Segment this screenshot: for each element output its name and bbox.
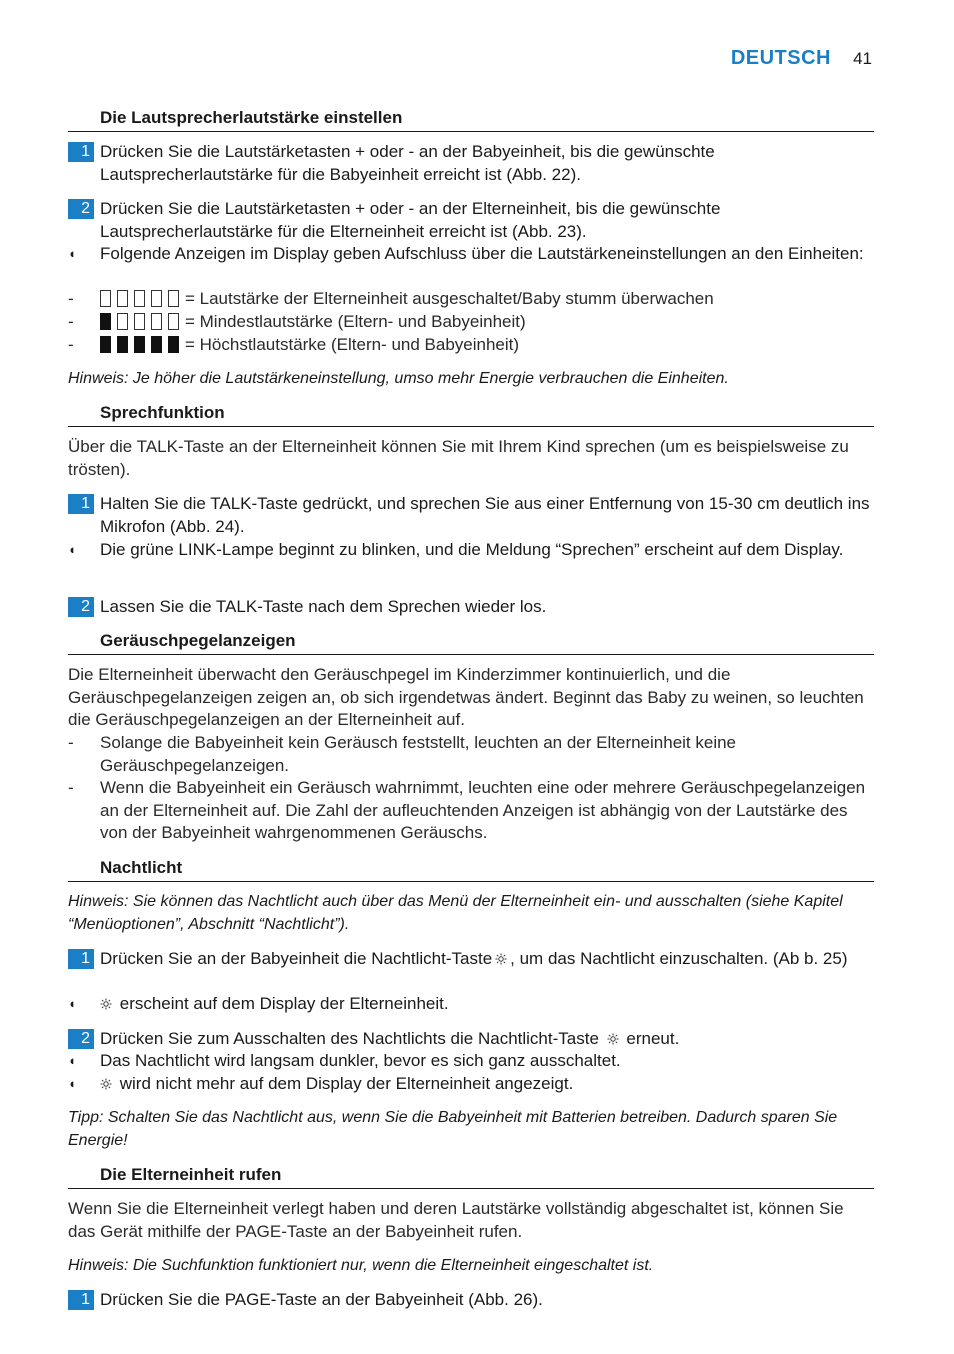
section-noise-indicators <box>68 630 874 655</box>
volume-bar <box>100 290 111 307</box>
step-number-badge: 2 <box>68 1029 94 1049</box>
volume-bar <box>134 313 145 330</box>
volume-level-text: = Höchstlautstärke (Eltern- und Babyeinheit) <box>185 335 520 354</box>
language-label: DEUTSCH <box>730 47 831 69</box>
step-text: Drücken Sie an der Babyeinheit die Nachtlicht-Taste , um das Nachtlicht einzuschalten. (Ab b. 25) <box>100 949 848 968</box>
step-text: Lassen Sie die TALK-Taste nach dem Sprechen wieder los. <box>100 597 547 616</box>
section-night-light <box>68 857 874 882</box>
arrow-marker-icon: ◖ <box>68 1075 76 1091</box>
step-text: Drücken Sie die Lautstärketasten + oder - an der Elterneinheit, bis die gewünschte Lautsprecherlautstärke für die Elterneinheit erreicht ist (Abb. 23). <box>100 199 721 241</box>
step-number-badge: 1 <box>68 142 94 162</box>
result-text: Folgende Anzeigen im Display geben Aufschluss über die Lautstärkeneinstellungen an den Einheiten: <box>100 244 864 263</box>
sun-icon <box>495 953 507 965</box>
step-text: Drücken Sie die PAGE-Taste an der Babyeinheit (Abb. 26). <box>100 1290 543 1309</box>
sun-icon <box>607 1033 619 1045</box>
volume-bar <box>168 336 179 353</box>
volume-bar <box>100 336 111 353</box>
noise-intro: Die Elterneinheit überwacht den Geräuschpegel im Kinderzimmer kontinuierlich, und die Geräuschpegelanzeigen zeigen an, ob sich irgendetwas ändert. Beginnt das Baby zu weinen, so leuchten die Geräuschpegelanzeigen an der Elterneinheit auf. <box>68 665 864 729</box>
volume-bars-icon <box>100 290 179 307</box>
volume-level-text: = Lautstärke der Elterneinheit ausgeschaltet/Baby stumm überwachen <box>185 289 714 308</box>
step-number-badge: 2 <box>68 199 94 219</box>
page-number: 41 <box>853 49 872 68</box>
step-2 <box>68 596 874 619</box>
arrow-marker-icon: ◖ <box>68 246 76 261</box>
noise-bullets <box>68 732 874 845</box>
volume-bar <box>117 313 128 330</box>
step-text: Drücken Sie zum Ausschalten des Nachtlichts die Nachtlicht-Taste erneut. <box>100 1029 680 1048</box>
step-1 <box>68 493 874 538</box>
arrow-marker-icon: ◖ <box>68 1053 76 1068</box>
volume-level-row: - = Höchstlautstärke (Eltern- und Babyeinheit) <box>68 335 520 354</box>
volume-level-row: - = Mindestlautstärke (Eltern- und Babyeinheit) <box>68 312 526 331</box>
volume-level-text: = Mindestlautstärke (Eltern- und Babyeinheit) <box>185 312 526 331</box>
section-title: Die Elterneinheit rufen <box>68 1164 874 1189</box>
volume-bar <box>134 290 145 307</box>
result-display-indicators <box>68 243 874 266</box>
step-2 <box>68 198 874 243</box>
volume-bar <box>100 313 111 330</box>
section-talk-function <box>68 402 874 427</box>
result-text: erscheint auf dem Display der Elterneinheit. <box>100 993 449 1016</box>
note-night-light-menu: Hinweis: Sie können das Nachtlicht auch über das Menü der Elterneinheit ein- und ausschalten (siehe Kapitel “Menüoptionen”, Abschnitt “Nachtlicht”). <box>68 893 843 933</box>
arrow-marker-icon: ◖ <box>68 996 76 1011</box>
sun-icon <box>100 998 112 1010</box>
talk-intro: Über die TALK-Taste an der Elterneinheit können Sie mit Ihrem Kind sprechen (um es beispielsweise zu trösten). <box>68 437 849 479</box>
step-text: Drücken Sie die Lautstärketasten + oder - an der Babyeinheit, bis die gewünschte Lautsprecherlautstärke für die Babyeinheit erreicht ist (Abb. 22). <box>100 142 715 184</box>
volume-bar <box>151 313 162 330</box>
step-1 <box>68 141 874 186</box>
step-2 <box>68 1028 874 1051</box>
volume-bar <box>168 313 179 330</box>
volume-level-row: - = Lautstärke der Elterneinheit ausgeschaltet/Baby stumm überwachen <box>68 289 714 308</box>
paging-intro: Wenn Sie die Elterneinheit verlegt haben und deren Lautstärke vollständig abgeschaltet ist, können Sie das Gerät mithilfe der PAGE-Taste an der Babyeinheit rufen. <box>68 1199 844 1241</box>
result-link-lamp <box>68 539 874 562</box>
step-number-badge: 1 <box>68 494 94 514</box>
section-title: Nachtlicht <box>68 857 874 882</box>
list-item: - Solange die Babyeinheit kein Geräusch feststellt, leuchten an der Elterneinheit keine Geräuschpegelanzeigen. <box>68 733 737 775</box>
section-title: Sprechfunktion <box>68 402 874 427</box>
volume-bar <box>117 290 128 307</box>
result-text: Die grüne LINK-Lampe beginnt zu blinken, und die Meldung “Sprechen” erscheint auf dem Display. <box>100 540 844 559</box>
volume-bars-icon <box>100 336 179 353</box>
list-item: - Wenn die Babyeinheit ein Geräusch wahrnimmt, leuchten eine oder mehrere Geräuschpegelanzeigen an der Elterneinheit auf. Die Zahl der aufleuchtenden Anzeigen ist abhängig von der Lautstärke des von der Babyeinheit wahrgenommenen Geräuschs. <box>68 778 866 842</box>
section-paging <box>68 1164 874 1189</box>
results-night-light-off <box>68 1050 874 1095</box>
volume-bar <box>168 290 179 307</box>
note-energy: Hinweis: Je höher die Lautstärkeneinstellung, umso mehr Energie verbrauchen die Einheiten. <box>68 370 729 387</box>
tip-battery: Tipp: Schalten Sie das Nachtlicht aus, wenn Sie die Babyeinheit mit Batterien betreiben. Dadurch sparen Sie Energie! <box>68 1109 838 1149</box>
volume-bar <box>117 336 128 353</box>
step-number-badge: 1 <box>68 949 94 969</box>
volume-levels-list <box>68 287 874 356</box>
sun-icon <box>100 1078 112 1090</box>
step-text: Halten Sie die TALK-Taste gedrückt, und sprechen Sie aus einer Entfernung von 15-30 cm deutlich ins Mikrofon (Abb. 24). <box>100 494 870 536</box>
result-text: wird nicht mehr auf dem Display der Elterneinheit angezeigt. <box>100 1073 573 1096</box>
result-text: Das Nachtlicht wird langsam dunkler, bevor es sich ganz ausschaltet. <box>100 1051 621 1070</box>
step-number-badge: 1 <box>68 1290 94 1310</box>
volume-bars-icon <box>100 313 179 330</box>
volume-bar <box>151 290 162 307</box>
arrow-marker-icon: ◖ <box>68 542 76 557</box>
step-number-badge: 2 <box>68 597 94 617</box>
result-sun-appears <box>68 993 874 1016</box>
step-1 <box>68 1289 874 1312</box>
step-1 <box>68 948 874 971</box>
note-paging: Hinweis: Die Suchfunktion funktioniert nur, wenn die Elterneinheit eingeschaltet ist. <box>68 1257 654 1274</box>
section-title: Die Lautsprecherlautstärke einstellen <box>68 107 874 132</box>
section-title: Geräuschpegelanzeigen <box>68 630 874 655</box>
volume-bar <box>134 336 145 353</box>
volume-bar <box>151 336 162 353</box>
section-speaker-volume <box>68 107 874 132</box>
